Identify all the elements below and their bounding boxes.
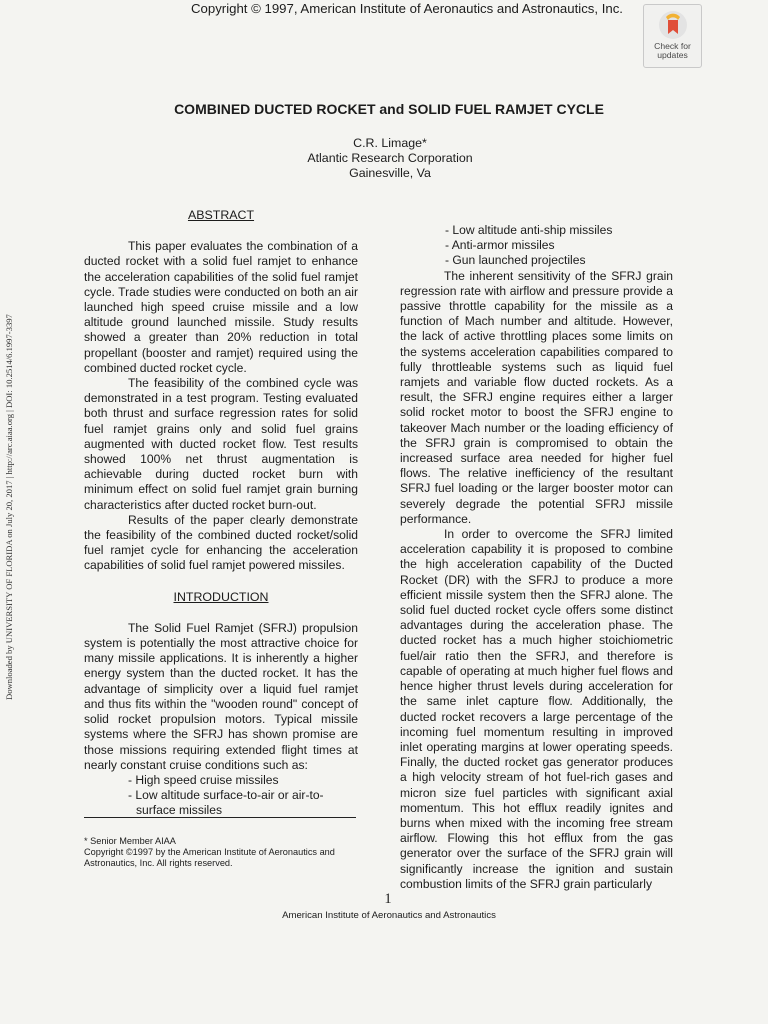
- abstract-paragraph-3: Results of the paper clearly demonstrate the feasibility of the combined ducted rocket/solid fuel ramjet cycle for enhancing the acceleration capabilities of solid fuel ramjet powered missiles.: [84, 512, 358, 573]
- right-column: [400, 223, 673, 892]
- footnote-line-2: Copyright ©1997 by the American Institute of Aeronautics and Astronautics, Inc. All rights reserved.: [84, 847, 335, 869]
- mission-list-item: - Low altitude anti-ship missiles: [445, 223, 613, 237]
- download-watermark: Downloaded by UNIVERSITY OF FLORIDA on July 20, 2017 | http://arc.aiaa.org | DOI: 10.2514/6.1997-3397: [4, 314, 14, 700]
- left-column: [84, 208, 358, 819]
- intro-list-item: - High speed cruise missiles: [128, 772, 279, 787]
- intro-list-item: - Low altitude surface-to-air or air-to-surface missiles: [128, 788, 324, 818]
- footnote: [84, 836, 369, 870]
- body-paragraph-1: The inherent sensitivity of the SFRJ grain regression rate with airflow and pressure provide a passive throttle capability for the missile as a function of Mach number and altitude. However, the lack of active throttling places some limits on the systems acceleration capabilities compared to fully throttleable systems such as liquid fuel ramjets and variable flow ducted rockets. As a result, the SFRJ engine requires either a larger solid rocket motor to boost the SFRJ engine to takeover Mach number or the loading efficiency of the SFRJ grain is compromised to obtain the increased surface area needed for higher fuel flows. The relative inefficiency of the resultant SFRJ fuel loading or the larger booster motor can severely degrade the potential SFRJ missile performance.: [400, 268, 673, 526]
- author-location: Gainesville, Va: [349, 166, 431, 180]
- author-name: C.R. Limage*: [353, 136, 427, 150]
- body-paragraph-2: In order to overcome the SFRJ limited acceleration capability it is proposed to combine the high acceleration capability of the Ducted Rocket (DR) with the SFRJ to produce a more efficient missile system then the SFRJ alone. The solid fuel ducted rocket cycle offers some distinct advantages during the acceleration phase. The ducted rocket has a much higher stoichiometric fuel/air ratio then the SFRJ, and therefore is capable of operating at much higher fuel flows and hence higher thrust levels during acceleration for the same inlet capture flow. Additionally, the ducted rocket recovers a large percentage of the incoming fuel momentum resulting in improved inlet operating margins at lower operating speeds. Finally, the ducted rocket gas generator produces a high velocity stream of hot fuel-rich gases and micron size fuel particles with significant axial momentum. This hot efflux readily ignites and burns when mixed with the incoming free stream airflow. Flowing this hot efflux from the gas generator over the surface of the SFRJ grain will significantly increase the ignition and sustain combustion limits of the SFRJ grain particularly: [400, 527, 673, 891]
- abstract-heading: ABSTRACT: [187, 208, 255, 222]
- footnote-line-1: * Senior Member AIAA: [84, 836, 176, 846]
- abstract-paragraph-2: The feasibility of the combined cycle was demonstrated in a test program. Testing evaluated both thrust and surface regression rates for solid fuel ramjet grains only and solid fuel grains augmented with ducted rocket flow. Test results showed 100% net thrust augmentation is achievable during ducted rocket burn with minimum effect on solid fuel ramjet grain burning characteristics after ducted rocket burn-out.: [84, 376, 358, 512]
- badge-label-line1: Check for: [654, 41, 691, 51]
- crossmark-icon: [658, 10, 688, 40]
- footnote-divider: [84, 817, 356, 818]
- author-affiliation: Atlantic Research Corporation: [307, 151, 473, 165]
- abstract-paragraph-1: This paper evaluates the combination of a ducted rocket with a solid fuel ramjet to enhance the acceleration capabilities of the solid fuel ramjet cycle. Trade studies were conducted on both an air launched high speed cruise missile and a low altitude ground launched missile. Study results showed a greater than 20% reduction in total propellant (booster and ramjet) required using the combined ducted rocket cycle.: [84, 239, 358, 375]
- introduction-heading: INTRODUCTION: [173, 589, 269, 604]
- introduction-paragraph-1: The Solid Fuel Ramjet (SFRJ) propulsion system is potentially the most attractive choice for many missile applications. It is inherently a higher energy system than the ducted rocket. It has the advantage of simplicity over a liquid fuel ramjet and thus fits within the "wooden round" concept of solid rocket propulsion motors. Typical missile systems where the SFRJ has shown promise are those missions requiring extended flight times at nearly constant cruise conditions such as:: [84, 620, 358, 772]
- copyright-text: Copyright © 1997, American Institute of Aeronautics and Astronautics, Inc.: [191, 1, 623, 16]
- mission-list-item: - Anti-armor missiles: [445, 238, 555, 253]
- paper-title: COMBINED DUCTED ROCKET and SOLID FUEL RAMJET CYCLE: [174, 101, 604, 117]
- author-block: [0, 136, 768, 181]
- check-for-updates-badge[interactable]: [643, 4, 702, 68]
- page-number: 1: [384, 891, 392, 907]
- page-footer: American Institute of Aeronautics and Astronautics: [282, 910, 496, 921]
- badge-label-line2: updates: [657, 50, 688, 60]
- mission-list-item: - Gun launched projectiles: [445, 253, 586, 268]
